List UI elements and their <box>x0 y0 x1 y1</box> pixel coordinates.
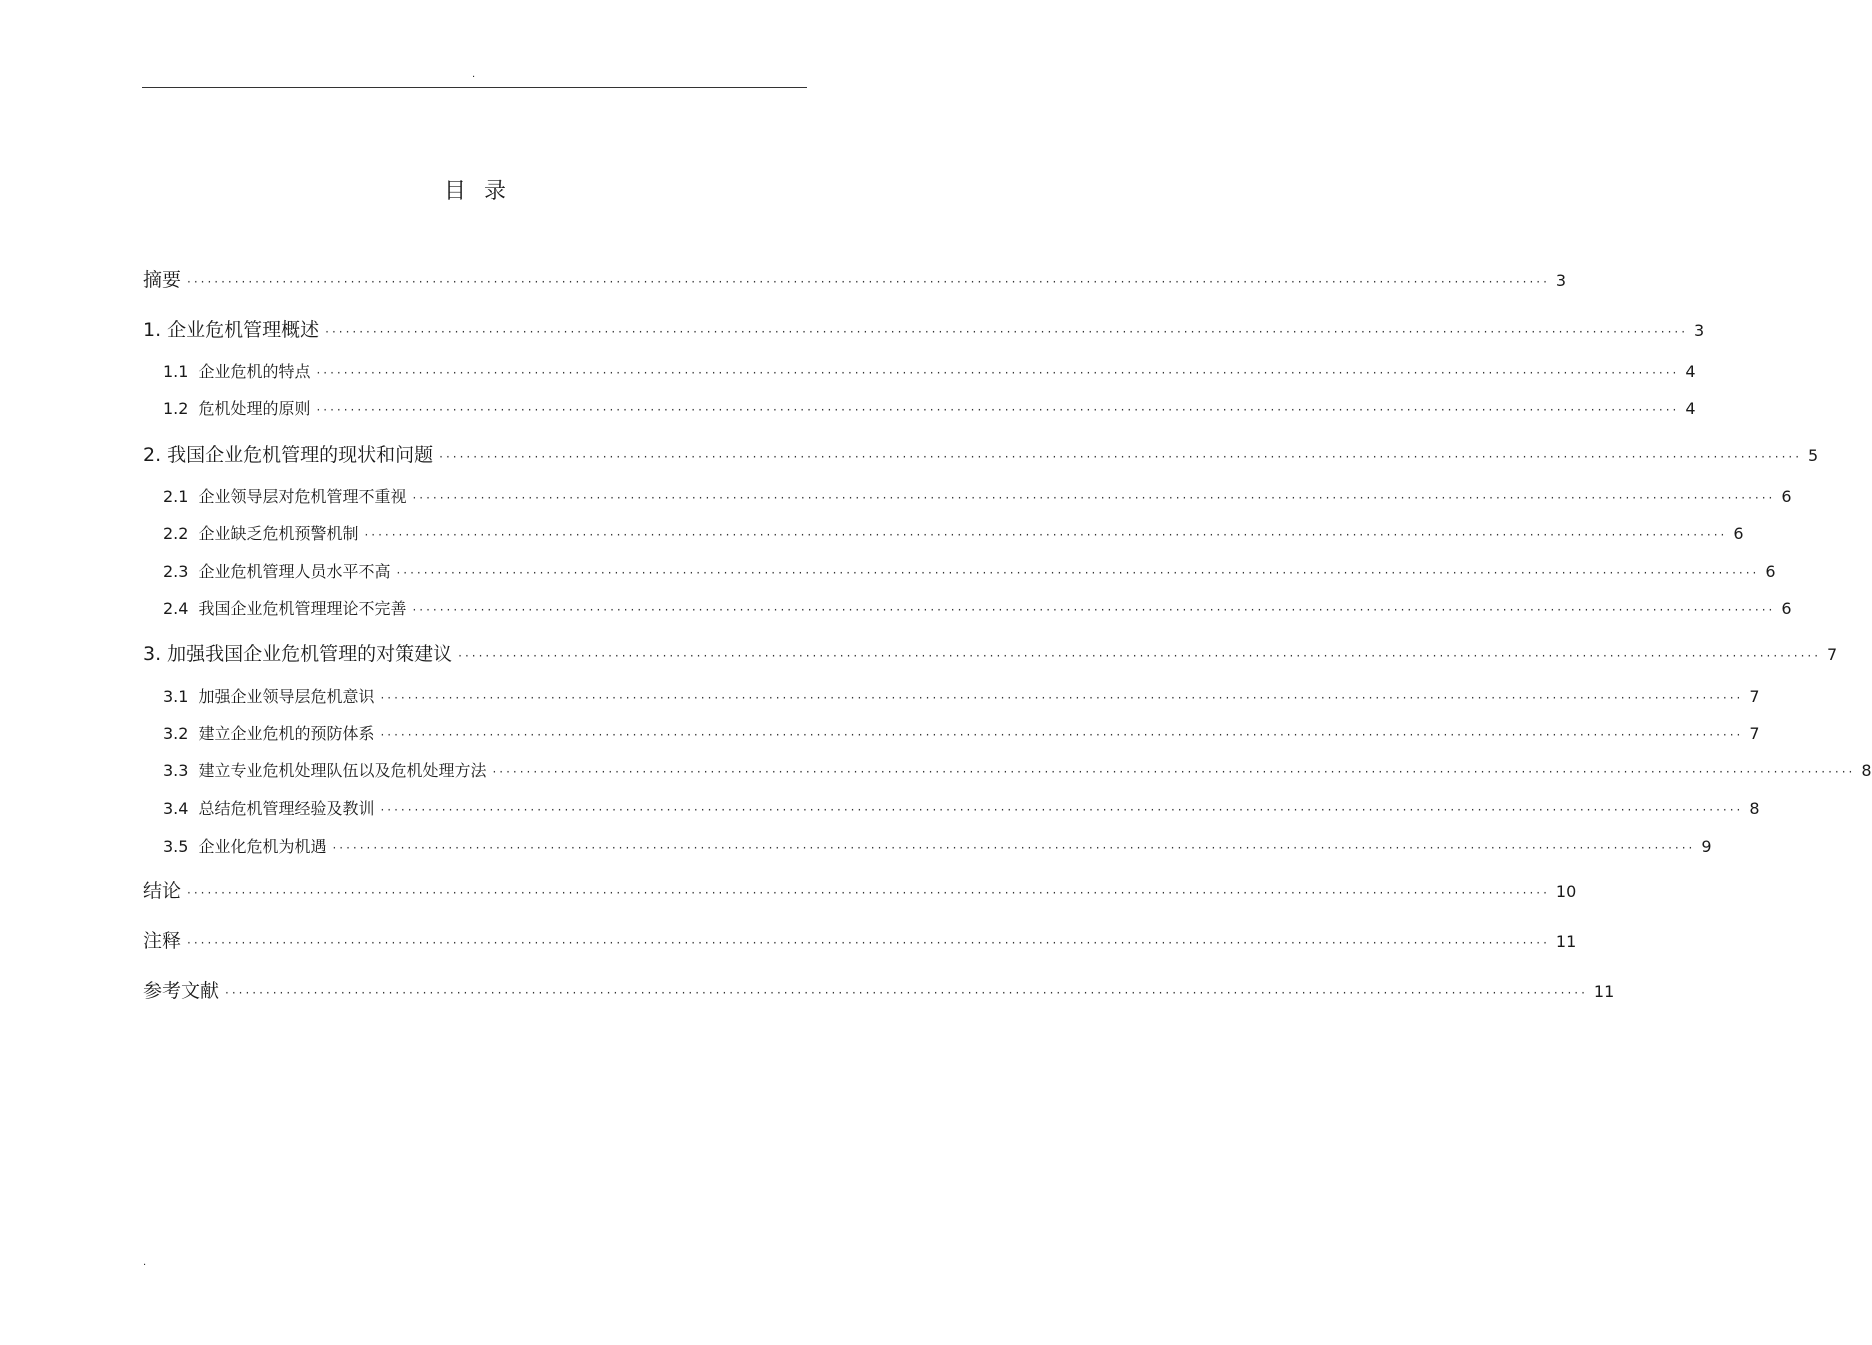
toc-entry[interactable] <box>163 722 1760 746</box>
header-rule <box>142 87 807 88</box>
toc-entry[interactable] <box>163 360 1696 384</box>
toc-entry-page: 5 <box>1808 446 1819 465</box>
toc-entry[interactable] <box>163 835 1712 859</box>
toc-entry-page: 7 <box>1827 645 1838 664</box>
toc-dot-leader: ········································································································································································································ <box>458 649 1822 663</box>
toc-entry[interactable] <box>163 685 1760 709</box>
toc-dot-leader: ········································································································································································································ <box>396 566 1760 580</box>
toc-entry-page: 3 <box>1694 321 1705 340</box>
toc-entry-page: 3 <box>1555 271 1567 290</box>
toc-dot-leader: ········································································································································································································ <box>364 528 1728 542</box>
toc-entry-number: 2.1 <box>163 487 189 506</box>
toc-dot-leader: ········································································································································································································ <box>380 803 1744 817</box>
toc-entry-title: 企业化危机为机遇 <box>198 837 327 856</box>
toc-dot-leader: ········································································································································································································ <box>187 886 1550 900</box>
toc-entry[interactable] <box>143 977 1615 1005</box>
toc-entry-title: 摘要 <box>143 269 182 291</box>
toc-entry-title: 建立专业危机处理队伍以及危机处理方法 <box>198 761 487 780</box>
toc-entry-title: 企业危机管理概述 <box>167 319 320 341</box>
toc-entry[interactable] <box>163 485 1792 509</box>
toc-dot-leader: ········································································································································································································ <box>412 491 1776 505</box>
toc-entry-number: 3.1 <box>163 687 189 706</box>
toc-dot-leader: ········································································································································································································ <box>380 691 1744 705</box>
toc-dot-leader: ········································································································································································································ <box>225 986 1588 1000</box>
toc-entry-title: 企业危机管理人员水平不高 <box>198 562 391 581</box>
toc-entry-number: 2. <box>143 444 162 466</box>
footer-mark: . <box>143 1257 147 1268</box>
toc-dot-leader: ········································································································································································································ <box>316 366 1680 380</box>
toc-entry-page: 11 <box>1555 932 1577 951</box>
toc-entry-page: 6 <box>1733 524 1744 543</box>
toc-entry[interactable] <box>163 797 1760 821</box>
toc-entry-page: 8 <box>1861 761 1872 780</box>
toc-entry-page: 11 <box>1593 982 1615 1001</box>
toc-entry-page: 6 <box>1781 487 1792 506</box>
header-mark: . <box>472 69 476 80</box>
toc-entry-page: 4 <box>1685 399 1696 418</box>
toc-entry-title: 参考文献 <box>143 980 220 1002</box>
toc-entry[interactable] <box>143 441 1819 469</box>
toc-entry-number: 2.4 <box>163 599 189 618</box>
toc-entry-number: 3.3 <box>163 761 189 780</box>
toc-entry-title: 加强企业领导层危机意识 <box>198 687 375 706</box>
toc-dot-leader: ········································································································································································································ <box>187 275 1550 289</box>
toc-entry[interactable] <box>143 640 1838 668</box>
toc-entry[interactable] <box>163 522 1744 546</box>
toc-entry-title: 我国企业危机管理的现状和问题 <box>167 444 434 466</box>
toc-entry-number: 3.4 <box>163 799 189 818</box>
toc-entry-title: 我国企业危机管理理论不完善 <box>198 599 407 618</box>
toc-entry-number: 3.2 <box>163 724 189 743</box>
toc-entry-title: 企业缺乏危机预警机制 <box>198 524 359 543</box>
toc-entry-page: 8 <box>1749 799 1760 818</box>
toc-title <box>0 178 950 206</box>
toc-entry[interactable] <box>143 266 1567 294</box>
toc-title-left: 目 <box>443 179 466 204</box>
toc-dot-leader: ········································································································································································································ <box>380 728 1744 742</box>
toc-dot-leader: ········································································································································································································ <box>412 603 1776 617</box>
toc-entry-title: 总结危机管理经验及教训 <box>198 799 375 818</box>
toc-entry[interactable] <box>163 560 1776 584</box>
toc-entry-title: 企业领导层对危机管理不重视 <box>198 487 407 506</box>
toc-entry-page: 7 <box>1749 687 1760 706</box>
toc-entry-title: 危机处理的原则 <box>198 399 311 418</box>
toc-entry-number: 3. <box>143 643 162 665</box>
toc-entry-page: 6 <box>1765 562 1776 581</box>
toc-dot-leader: ········································································································································································································ <box>187 936 1550 950</box>
toc-entry-title: 结论 <box>143 880 182 902</box>
toc-entry-title: 企业危机的特点 <box>198 362 311 381</box>
toc-entry-number: 3.5 <box>163 837 189 856</box>
toc-entry[interactable] <box>143 316 1705 344</box>
toc-entry[interactable] <box>163 397 1696 421</box>
toc-entry-number: 1. <box>143 319 162 341</box>
toc-entry[interactable] <box>163 759 1872 783</box>
toc-entry-number: 1.1 <box>163 362 189 381</box>
toc-entry-page: 6 <box>1781 599 1792 618</box>
toc-entry-title: 注释 <box>143 930 182 952</box>
toc-entry-page: 10 <box>1555 882 1577 901</box>
toc-dot-leader: ········································································································································································································ <box>492 765 1856 779</box>
toc-entry-title: 加强我国企业危机管理的对策建议 <box>167 643 453 665</box>
toc-entry[interactable] <box>143 877 1577 905</box>
toc-dot-leader: ········································································································································································································ <box>332 841 1696 855</box>
toc-entry-number: 2.2 <box>163 524 189 543</box>
toc-dot-leader: ········································································································································································································ <box>439 450 1803 464</box>
toc-entry-number: 1.2 <box>163 399 189 418</box>
toc-entry[interactable] <box>163 597 1792 621</box>
toc-entry[interactable] <box>143 927 1577 955</box>
toc-dot-leader: ········································································································································································································ <box>316 403 1680 417</box>
toc-entry-page: 4 <box>1685 362 1696 381</box>
toc-entry-number: 2.3 <box>163 562 189 581</box>
toc-entry-page: 9 <box>1701 837 1712 856</box>
toc-entry-title: 建立企业危机的预防体系 <box>198 724 375 743</box>
toc-dot-leader: ········································································································································································································ <box>325 325 1689 339</box>
toc-title-right: 录 <box>484 179 507 204</box>
toc-entry-page: 7 <box>1749 724 1760 743</box>
